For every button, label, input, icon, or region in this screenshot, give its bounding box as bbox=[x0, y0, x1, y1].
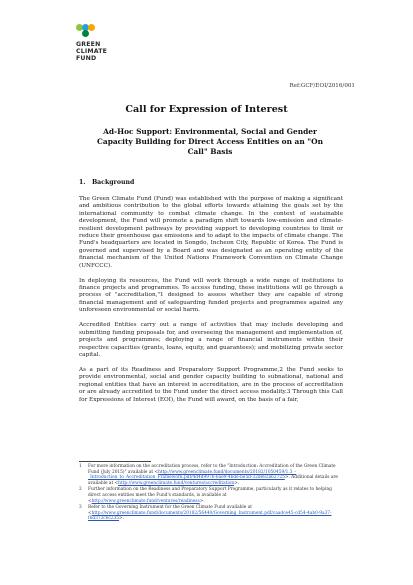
footnote-number: 1 bbox=[79, 464, 82, 469]
document-subtitle: Ad-Hoc Support: Environmental, Social and Gender Capacity Building for Direct Access Entities on an "On Call" Basis bbox=[97, 127, 323, 156]
footnote-text-part: For more information on the accreditation process, refer to the "Introduction: Accreditation of the Green Climate Fund (July 2015)" available at < bbox=[88, 464, 336, 475]
footnote-number: 2 bbox=[79, 487, 82, 493]
paragraph-2: In deploying its resources, the Fund will work through a wide range of institutions to finance projects and programmes. To access funding, these institutions will go through a process of "accreditation,"1 designed to assess whether they are capable of strong financial management and of safeguarding funded projects and programmes against any unforeseen environmental or social harm. bbox=[79, 277, 343, 314]
footnote-3 bbox=[79, 505, 341, 522]
logo-text bbox=[76, 41, 136, 62]
footnotes bbox=[79, 464, 341, 523]
footnote-number: 3 bbox=[79, 505, 82, 511]
footnote-separator bbox=[79, 461, 151, 462]
footnote-text bbox=[88, 505, 341, 522]
section-number: 1. bbox=[79, 179, 86, 186]
paragraph-1: The Green Climate Fund (Fund) was established with the purpose of making a significant and ambitious contribution to the global efforts towards attaining the goals set by the international community to combat climate change. In the context of sustainable development, the Fund will promote a paradigm shift towards low-emission and climate-resilient development pathways by providing support to developing countries to limit or reduce their greenhouse gas emissions and to adapt to the impacts of climate change. The Fund's headquarters are located in Songdo, Incheon City, Republic of Korea. The Fund is governed and supervised by a Board and was designated as an operating entity of the financial mechanism of the United Nations Framework Convention on Climate Change (UNFCCC). bbox=[79, 196, 343, 269]
logo-line-2: CLIMATE bbox=[76, 48, 108, 55]
footnote-text bbox=[88, 487, 341, 504]
footnote-text-part: >. Additional details are available at < bbox=[88, 475, 338, 486]
footnote-text-part: >. bbox=[199, 498, 205, 504]
logo-line-1: GREEN bbox=[76, 41, 101, 48]
footnote-text bbox=[88, 464, 341, 486]
footnote-text-part: >. bbox=[234, 480, 240, 486]
logo-line-3: FUND bbox=[76, 55, 97, 62]
footnote-link[interactable]: http://www.greenclimate.fund/documents/20182/1050459/1.3_-_Introduction_to_Accreditation_Framework.pdf/4d4d9976-6ae9-4bde-be5d-32de82a62725 bbox=[88, 469, 297, 481]
footnote-link[interactable]: http://www.greenclimate.fund/documents/20182/56440/Governing_Instrument.pdf/caadce45-cd54-4ab0-9a37-fbd373c6c235 bbox=[88, 510, 332, 522]
footnote-text-part: Further information on the Readiness and Preparatory Support Programme, particularly as it relates to helping direct access entities meet the Fund's standards, is available at < bbox=[88, 487, 332, 504]
paragraph-3: Accredited Entities carry out a range of activities that may include developing and submitting funding proposals for, and overseeing the management and implementation of, projects and programmes; deploying a range of financial instruments within their respective capacities (grants, loans, equity, and guarantees); and mobilizing private sector capital. bbox=[79, 322, 343, 358]
footnote-text-part: >. bbox=[119, 516, 125, 522]
footnote-2 bbox=[79, 487, 341, 504]
section-title: Background bbox=[91, 179, 135, 186]
green-climate-fund-logo bbox=[76, 24, 136, 62]
paragraph-4: As a part of its Readiness and Preparatory Support Programme,2 the Fund seeks to provide environmental, social and gender capacity building to subnational, national and regional entities that have an interest in accreditation, are in the process of accreditation or are already accredited to the Fund under the direct access modality.3 Through this Call for Expressions of Interest (EOI), the Fund will award, on the basis of a fair, bbox=[79, 366, 343, 403]
footnote-text-part: Refer to the Governing Instrument for the Green Climate Fund available at < bbox=[88, 505, 253, 516]
document-title: Call for Expression of Interest bbox=[125, 104, 288, 115]
footnote-1 bbox=[79, 464, 341, 486]
logo-mark-icon bbox=[76, 24, 100, 38]
footnote-link[interactable]: http://www.greenclimate.fund/ventures/accreditation bbox=[118, 480, 235, 486]
logo-dot-orange-icon bbox=[88, 24, 95, 31]
logo-dot-darkgreen-icon bbox=[82, 30, 89, 37]
reference-number: Ref:GCF/EOI/2016/001 bbox=[289, 83, 355, 89]
section-heading bbox=[79, 179, 134, 186]
footnote-link[interactable]: http://www.greenclimate.fund/ventures/readiness bbox=[91, 498, 200, 504]
body-content bbox=[79, 196, 343, 412]
